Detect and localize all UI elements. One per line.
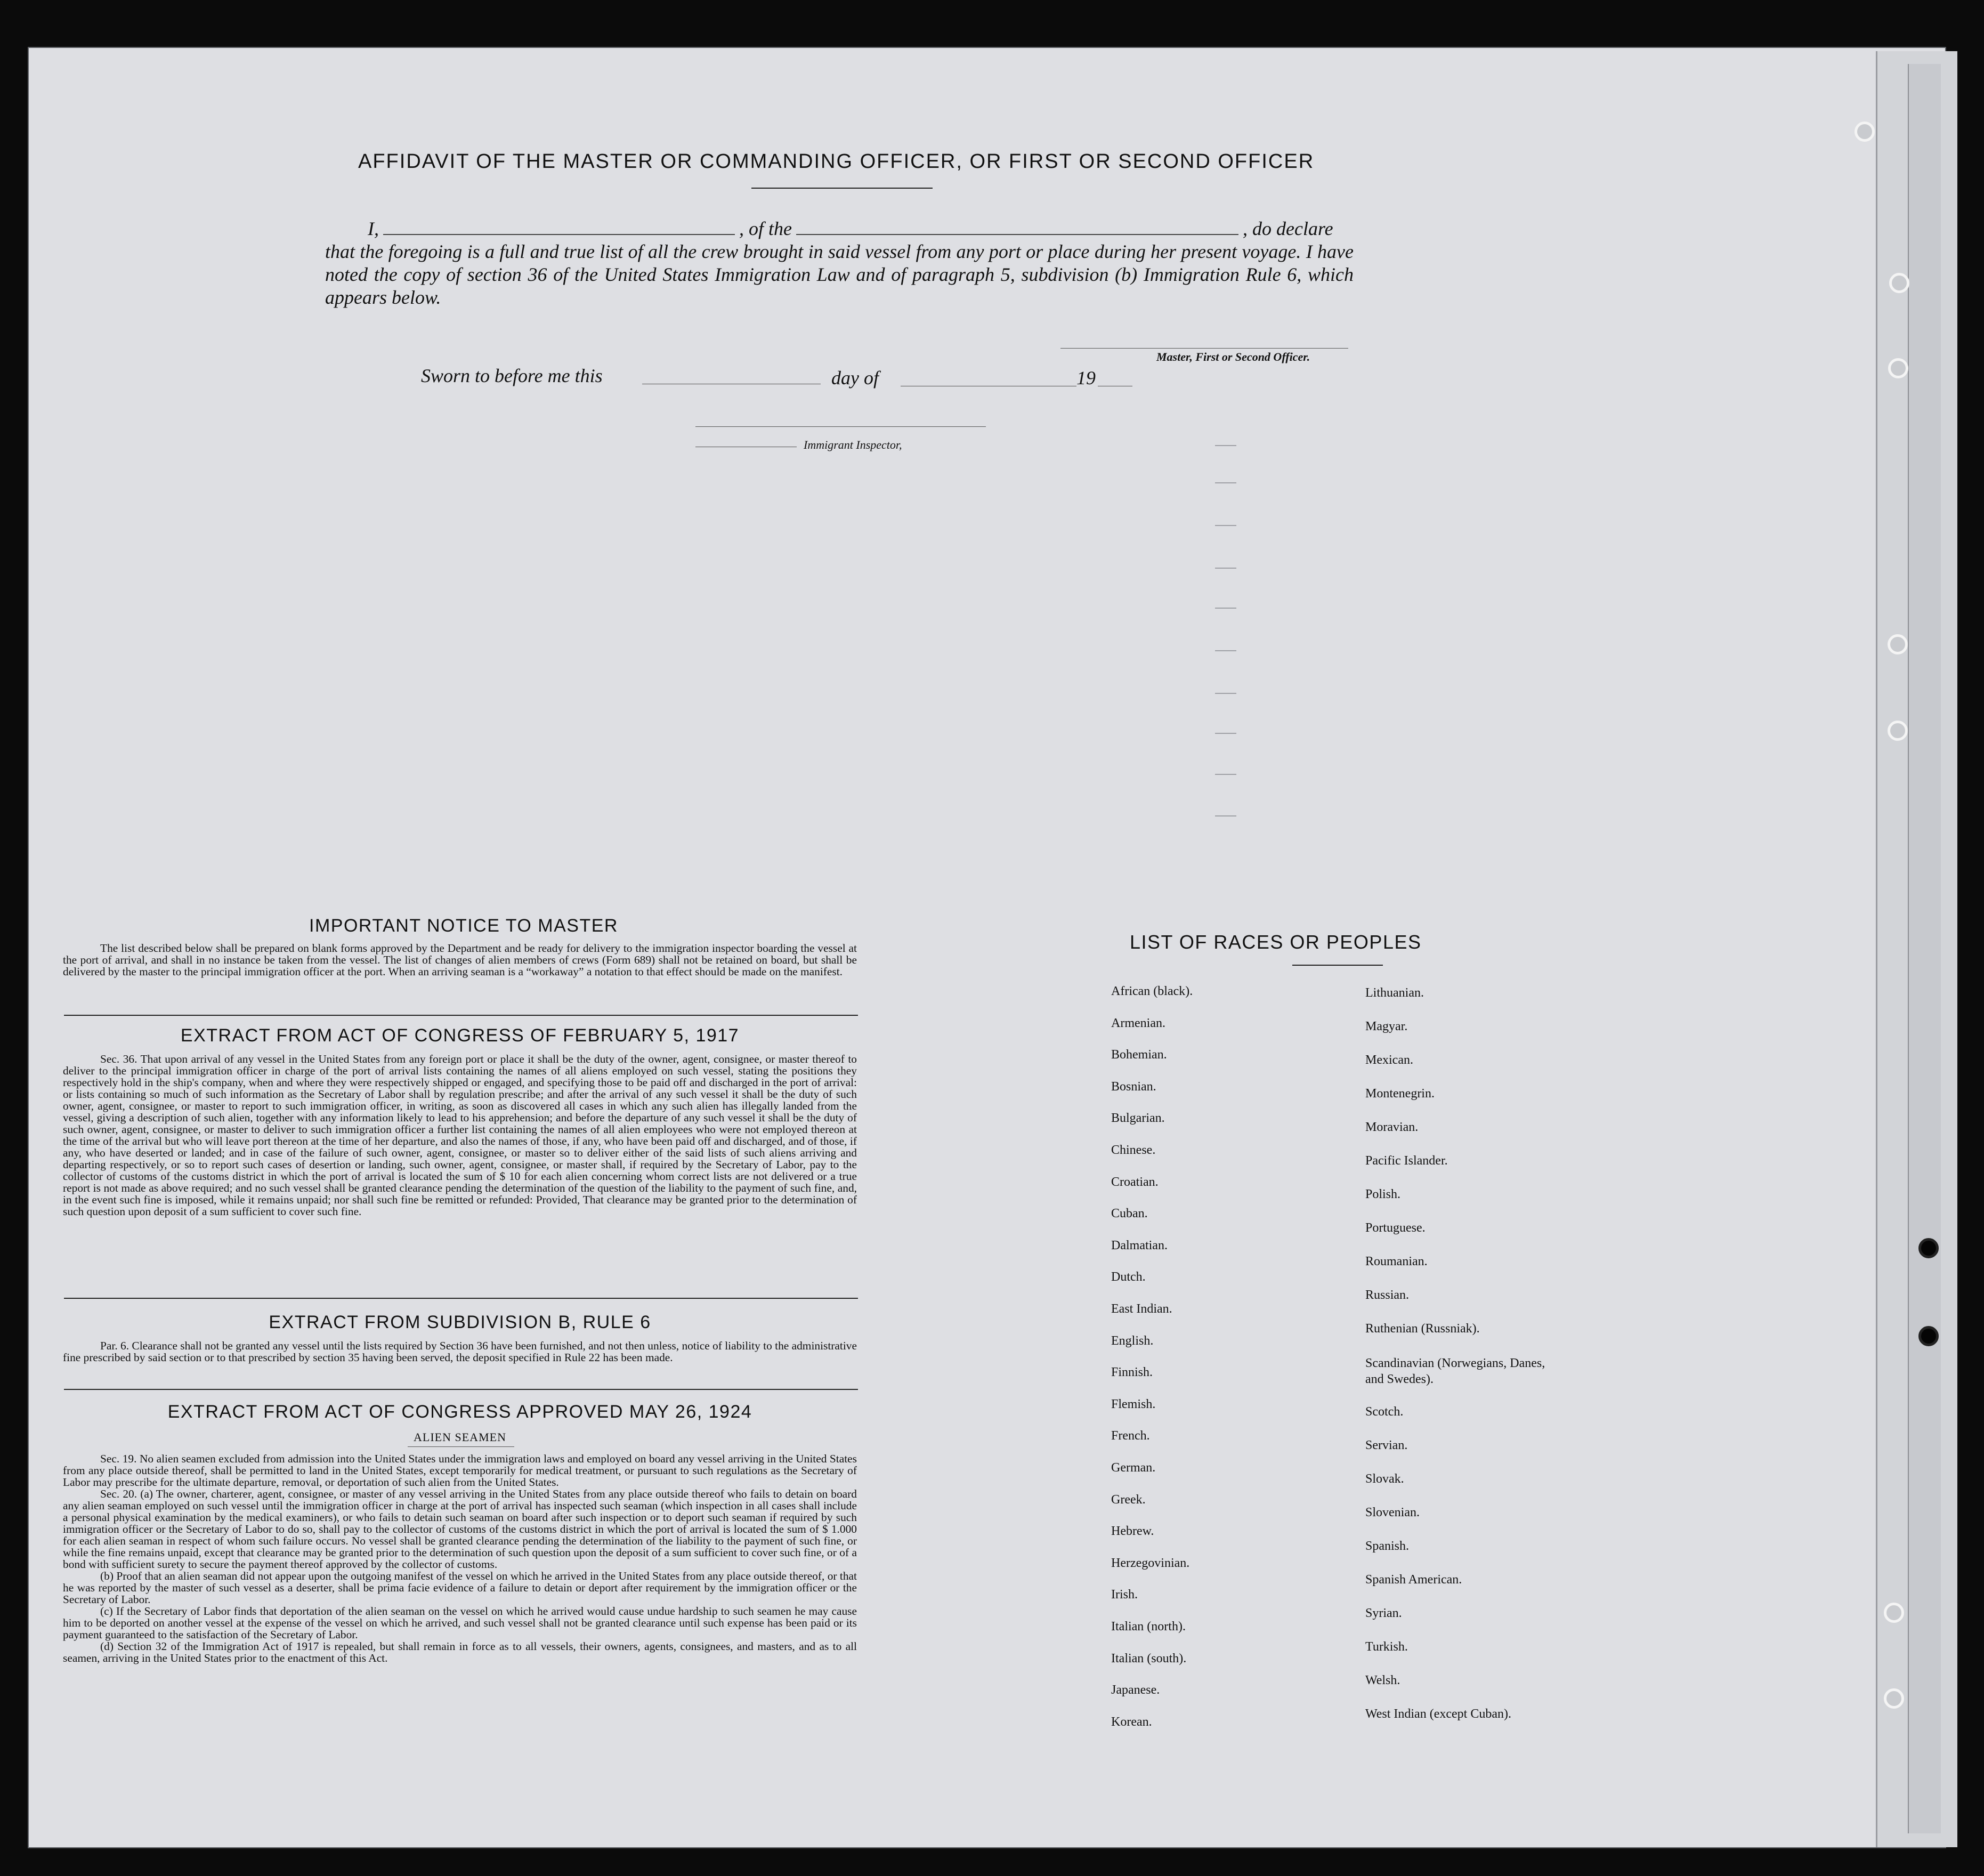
race-item: Mexican. (1365, 1053, 1413, 1067)
extract-1924-paragraph: (d) Section 32 of the Immigration Act of 1917 is repealed, but shall remain in force as to all vessels, their owners, agents, consignees, and masters, and as to all seamen, arriving in the United States prior to the enactment of this Act. (63, 1640, 857, 1664)
race-item: Polish. (1365, 1187, 1401, 1201)
bleed-mark (1215, 815, 1236, 816)
race-item: Italian (south). (1111, 1651, 1187, 1665)
race-item: Croatian. (1111, 1175, 1159, 1189)
race-item: Lithuanian. (1365, 986, 1424, 1000)
vessel-blank[interactable] (796, 219, 1238, 235)
affidavit-declaration-line (325, 217, 1354, 240)
race-item: Servian. (1365, 1438, 1408, 1452)
bleed-mark (1215, 568, 1236, 569)
race-item: Korean. (1111, 1715, 1152, 1729)
extract-1924-paragraph: Sec. 20. (a) The owner, charterer, agent, consignee, or master of any vessel arriving in the United States from any place outside thereof who fails to detain on board any alien seaman employed on such vessel until the immigration officer in charge at the port of arrival has inspected such seaman (which inspection in all cases shall include a personal physical examination by the medical examiners), or who fails to detain such seaman on board after such inspection or to deport such seaman if required by such immigration officer or the Secretary of Labor to do so, shall pay to the collector of customs of the customs district in which the port of arrival is located the sum of $ 1.000 for each alien seaman in respect of whom such failure occurs. No vessel shall be granted clearance pending the determination of the liability to the payment of such fine, or while the fine remains unpaid, except that clearance may be granted prior to the determination of such question upon the deposit of a sum sufficient to cover such fine, or of a bond with sufficient surety to secure the payment thereof approved by the collector of customs. (63, 1487, 857, 1571)
race-item: Spanish. (1365, 1539, 1410, 1553)
inspector-line[interactable] (695, 426, 986, 427)
alien-seamen-subtitle: ALIEN SEAMEN (414, 1430, 506, 1444)
subtitle-underline (408, 1446, 514, 1447)
signature-line[interactable] (1060, 348, 1348, 349)
extract-1917-title: EXTRACT FROM ACT OF CONGRESS OF FEBRUARY 5, 1917 (180, 1025, 740, 1046)
bleed-mark (1215, 733, 1236, 734)
section-divider (64, 1015, 858, 1016)
affidavit-statement: that the foregoing is a full and true list of all the crew brought in said vessel from any port or place during her present voyage. I have noted the copy of section 36 of the United States Immigration Law and of paragraph 5, subdivision (b) Immigration Rule 6, which appears below. (325, 241, 1354, 308)
binder-hole (1855, 122, 1875, 142)
signature-label: Master, First or Second Officer. (1156, 350, 1310, 363)
page-edge-under (1908, 64, 1941, 1833)
bleed-mark (1215, 445, 1236, 446)
bleed-mark (1215, 525, 1236, 526)
race-item: Russian. (1365, 1288, 1410, 1302)
day-of-text: day of (831, 367, 879, 389)
race-item: Greek. (1111, 1492, 1146, 1507)
race-item: Portuguese. (1365, 1221, 1426, 1235)
affidavit-i: I, (368, 218, 379, 239)
race-item: Herzegovinian. (1111, 1556, 1190, 1570)
race-item: Scotch. (1365, 1405, 1404, 1419)
race-item: Irish. (1111, 1588, 1138, 1602)
race-item: Armenian. (1111, 1016, 1165, 1030)
notice-title: IMPORTANT NOTICE TO MASTER (309, 916, 618, 936)
affidavit-body (325, 217, 1354, 309)
race-item: East Indian. (1111, 1302, 1172, 1316)
binder-hole-dark (1918, 1238, 1939, 1258)
race-item: Dalmatian. (1111, 1238, 1168, 1252)
race-item: German. (1111, 1461, 1156, 1475)
race-item: Welsh. (1365, 1673, 1400, 1687)
race-item: Bosnian. (1111, 1079, 1156, 1094)
extract-1917-paragraph: Sec. 36. That upon arrival of any vessel in the United States from any foreign port or place it shall be the duty of the owner, agent, consignee, or master thereof to deliver to the principal immigration officer in charge of the port of arrival lists containing the names of all aliens employed on such vessel, stating the positions they respectively hold in the ship's company, when and where they were respectively shipped or engaged, and specifying those to be paid off and discharged in the port of arrival: or lists containing so much of such information as the Secretary of Labor shall by regulation prescribe; and after the arrival of any such vessel it shall be the duty of such owner, agent, consignee, or master to report to such immigration officer, in writing, as soon as discovered all cases in which any such alien has illegally landed from the vessel, giving a description of such alien, together with any information likely to lead to his apprehension; and before the departure of any such vessel it shall be the duty of such owner, agent, consignee, or master to deliver to such immigration officer a further list containing the names of all alien employees who were not employed thereon at the time of the arrival but who will leave port thereon at the time of her departure, and also the names of those, if any, who have been paid off and discharged, and of those, if any, who have deserted or landed; and in case of the failure of such owner, agent, consignee, or master so to deliver either of the said lists of such aliens arriving and departing respectively, or so to report such cases of desertion or landing, such owner, agent, consignee, or master shall, if required by the Secretary of Labor, pay to the collector of customs of the customs district in which the port of arrival is located the sum of $ 10 for each alien concerning whom correct lists are not delivered or a true report is not made as above required; and no such vessel shall be granted clearance pending the determination of the question of the liability to the payment of such fine, and, in the event such fine is imposed, while it remains unpaid; nor shall such fine be remitted or refunded: Provided, That clearance may be granted prior to the determination of such question upon deposit of a sum sufficient to cover such fine. (63, 1053, 857, 1218)
extract-1924-title: EXTRACT FROM ACT OF CONGRESS APPROVED MAY 26, 1924 (167, 1402, 752, 1422)
race-item: West Indian (except Cuban). (1365, 1707, 1511, 1721)
binder-hole-dark (1918, 1326, 1939, 1346)
extract-1924-paragraph: (b) Proof that an alien seaman did not appear upon the outgoing manifest of the vessel on which he arrived in the United States from any place outside thereof, or that he was reported by the master of such vessel as a deserter, shall be prima facie evidence of a failure to detain or deport after requirement by the immigration officer or the Secretary of Labor. (63, 1570, 857, 1606)
race-item: Bulgarian. (1111, 1111, 1165, 1126)
subdivision-b-text (63, 1340, 857, 1363)
race-item: Ruthenian (Russniak). (1365, 1322, 1480, 1336)
race-item: Pacific Islander. (1365, 1154, 1448, 1168)
sworn-text: Sworn to before me this (421, 365, 603, 386)
race-item: Turkish. (1365, 1640, 1408, 1654)
binder-hole (1888, 721, 1908, 741)
notice-paragraph: The list described below shall be prepared on blank forms approved by the Department and be ready for delivery to the immigration inspector boarding the vessel at the port of arrival, and shall in no instance be taken from the vessel. The list of changes of alien members of crews (Form 689) shall not be retained on board, but shall be delivered by the master to the principal immigration officer at the port. When an arriving seaman is a “workaway” a notation to that effect should be made on the manifest. (63, 942, 857, 978)
section-divider (64, 1389, 858, 1390)
race-item: African (black). (1111, 984, 1193, 998)
race-item: French. (1111, 1429, 1150, 1443)
title-underline (751, 188, 933, 189)
binder-hole (1888, 358, 1908, 378)
races-title: LIST OF RACES OR PEOPLES (1130, 931, 1422, 953)
extract-1924-paragraph: Sec. 19. No alien seamen excluded from admission into the United States under the immigration laws and employed on board any vessel arriving in the United States from any place outside thereof, shall be permitted to land in the United States, except temporarily for medical treatment, or pursuant to such regulations as the Secretary of Labor may prescribe for the ultimate departure, removal, or deportation of such alien from the United States. (63, 1452, 857, 1489)
race-item: Japanese. (1111, 1683, 1160, 1697)
race-item: Flemish. (1111, 1397, 1156, 1411)
race-item: Slovenian. (1365, 1506, 1420, 1519)
subdivision-b-paragraph: Par. 6. Clearance shall not be granted any vessel until the lists required by Section 36 have been furnished, and not then unless, notice of liability to the administrative fine prescribed by said section or to that prescribed by section 35 having been served, the deposit specified in Rule 22 has been made. (63, 1339, 857, 1364)
name-blank[interactable] (383, 219, 735, 235)
race-item: Hebrew. (1111, 1524, 1154, 1539)
section-divider (64, 1298, 858, 1299)
bleed-mark (1215, 482, 1236, 483)
extract-1917-text (63, 1053, 857, 1217)
bleed-mark (1215, 650, 1236, 651)
race-item: Roumanian. (1365, 1255, 1428, 1268)
inspector-label: Immigrant Inspector, (804, 438, 902, 451)
race-item: English. (1111, 1333, 1154, 1348)
bleed-mark (1215, 693, 1236, 694)
binder-hole (1884, 1688, 1904, 1709)
affidavit-title: AFFIDAVIT OF THE MASTER OR COMMANDING OFFICER, OR FIRST OR SECOND OFFICER (358, 150, 1315, 173)
extract-1924-text (63, 1453, 857, 1664)
race-item: Montenegrin. (1365, 1087, 1435, 1101)
race-item: Moravian. (1365, 1120, 1419, 1134)
race-item: Scandinavian (Norwegians, Danes, and Swedes). (1365, 1356, 1545, 1386)
race-item: Chinese. (1111, 1143, 1156, 1157)
race-item: Spanish American. (1365, 1573, 1462, 1587)
extract-1924-paragraph: (c) If the Secretary of Labor finds that deportation of the alien seaman on the vessel on which he arrived would cause undue hardship to such seamen he may cause him to be deported on another vessel at the expense of the vessel on which he arrived, and such vessel shall not be granted clearance until such expense has been paid or its payment guaranteed to the satisfaction of the Secretary of Labor. (63, 1605, 857, 1641)
affidavit-do-declare: , do declare (1242, 218, 1333, 239)
race-item: Syrian. (1365, 1606, 1402, 1620)
binder-hole (1888, 634, 1908, 654)
subdivision-b-title: EXTRACT FROM SUBDIVISION B, RULE 6 (269, 1312, 651, 1332)
race-item: Slovak. (1365, 1472, 1404, 1486)
race-item: Finnish. (1111, 1365, 1153, 1380)
race-item: Dutch. (1111, 1270, 1146, 1284)
race-item: Magyar. (1365, 1020, 1408, 1033)
bleed-mark (1215, 608, 1236, 609)
race-item: Bohemian. (1111, 1048, 1167, 1062)
binder-hole (1884, 1603, 1904, 1623)
race-item: Italian (north). (1111, 1620, 1186, 1634)
binder-hole (1889, 273, 1909, 293)
notice-text (63, 942, 857, 977)
races-underline (1292, 965, 1383, 966)
bleed-mark (1215, 774, 1236, 775)
race-item: Cuban. (1111, 1207, 1148, 1221)
year-prefix: 19 (1076, 367, 1096, 389)
affidavit-of-the: , of the (739, 218, 792, 239)
